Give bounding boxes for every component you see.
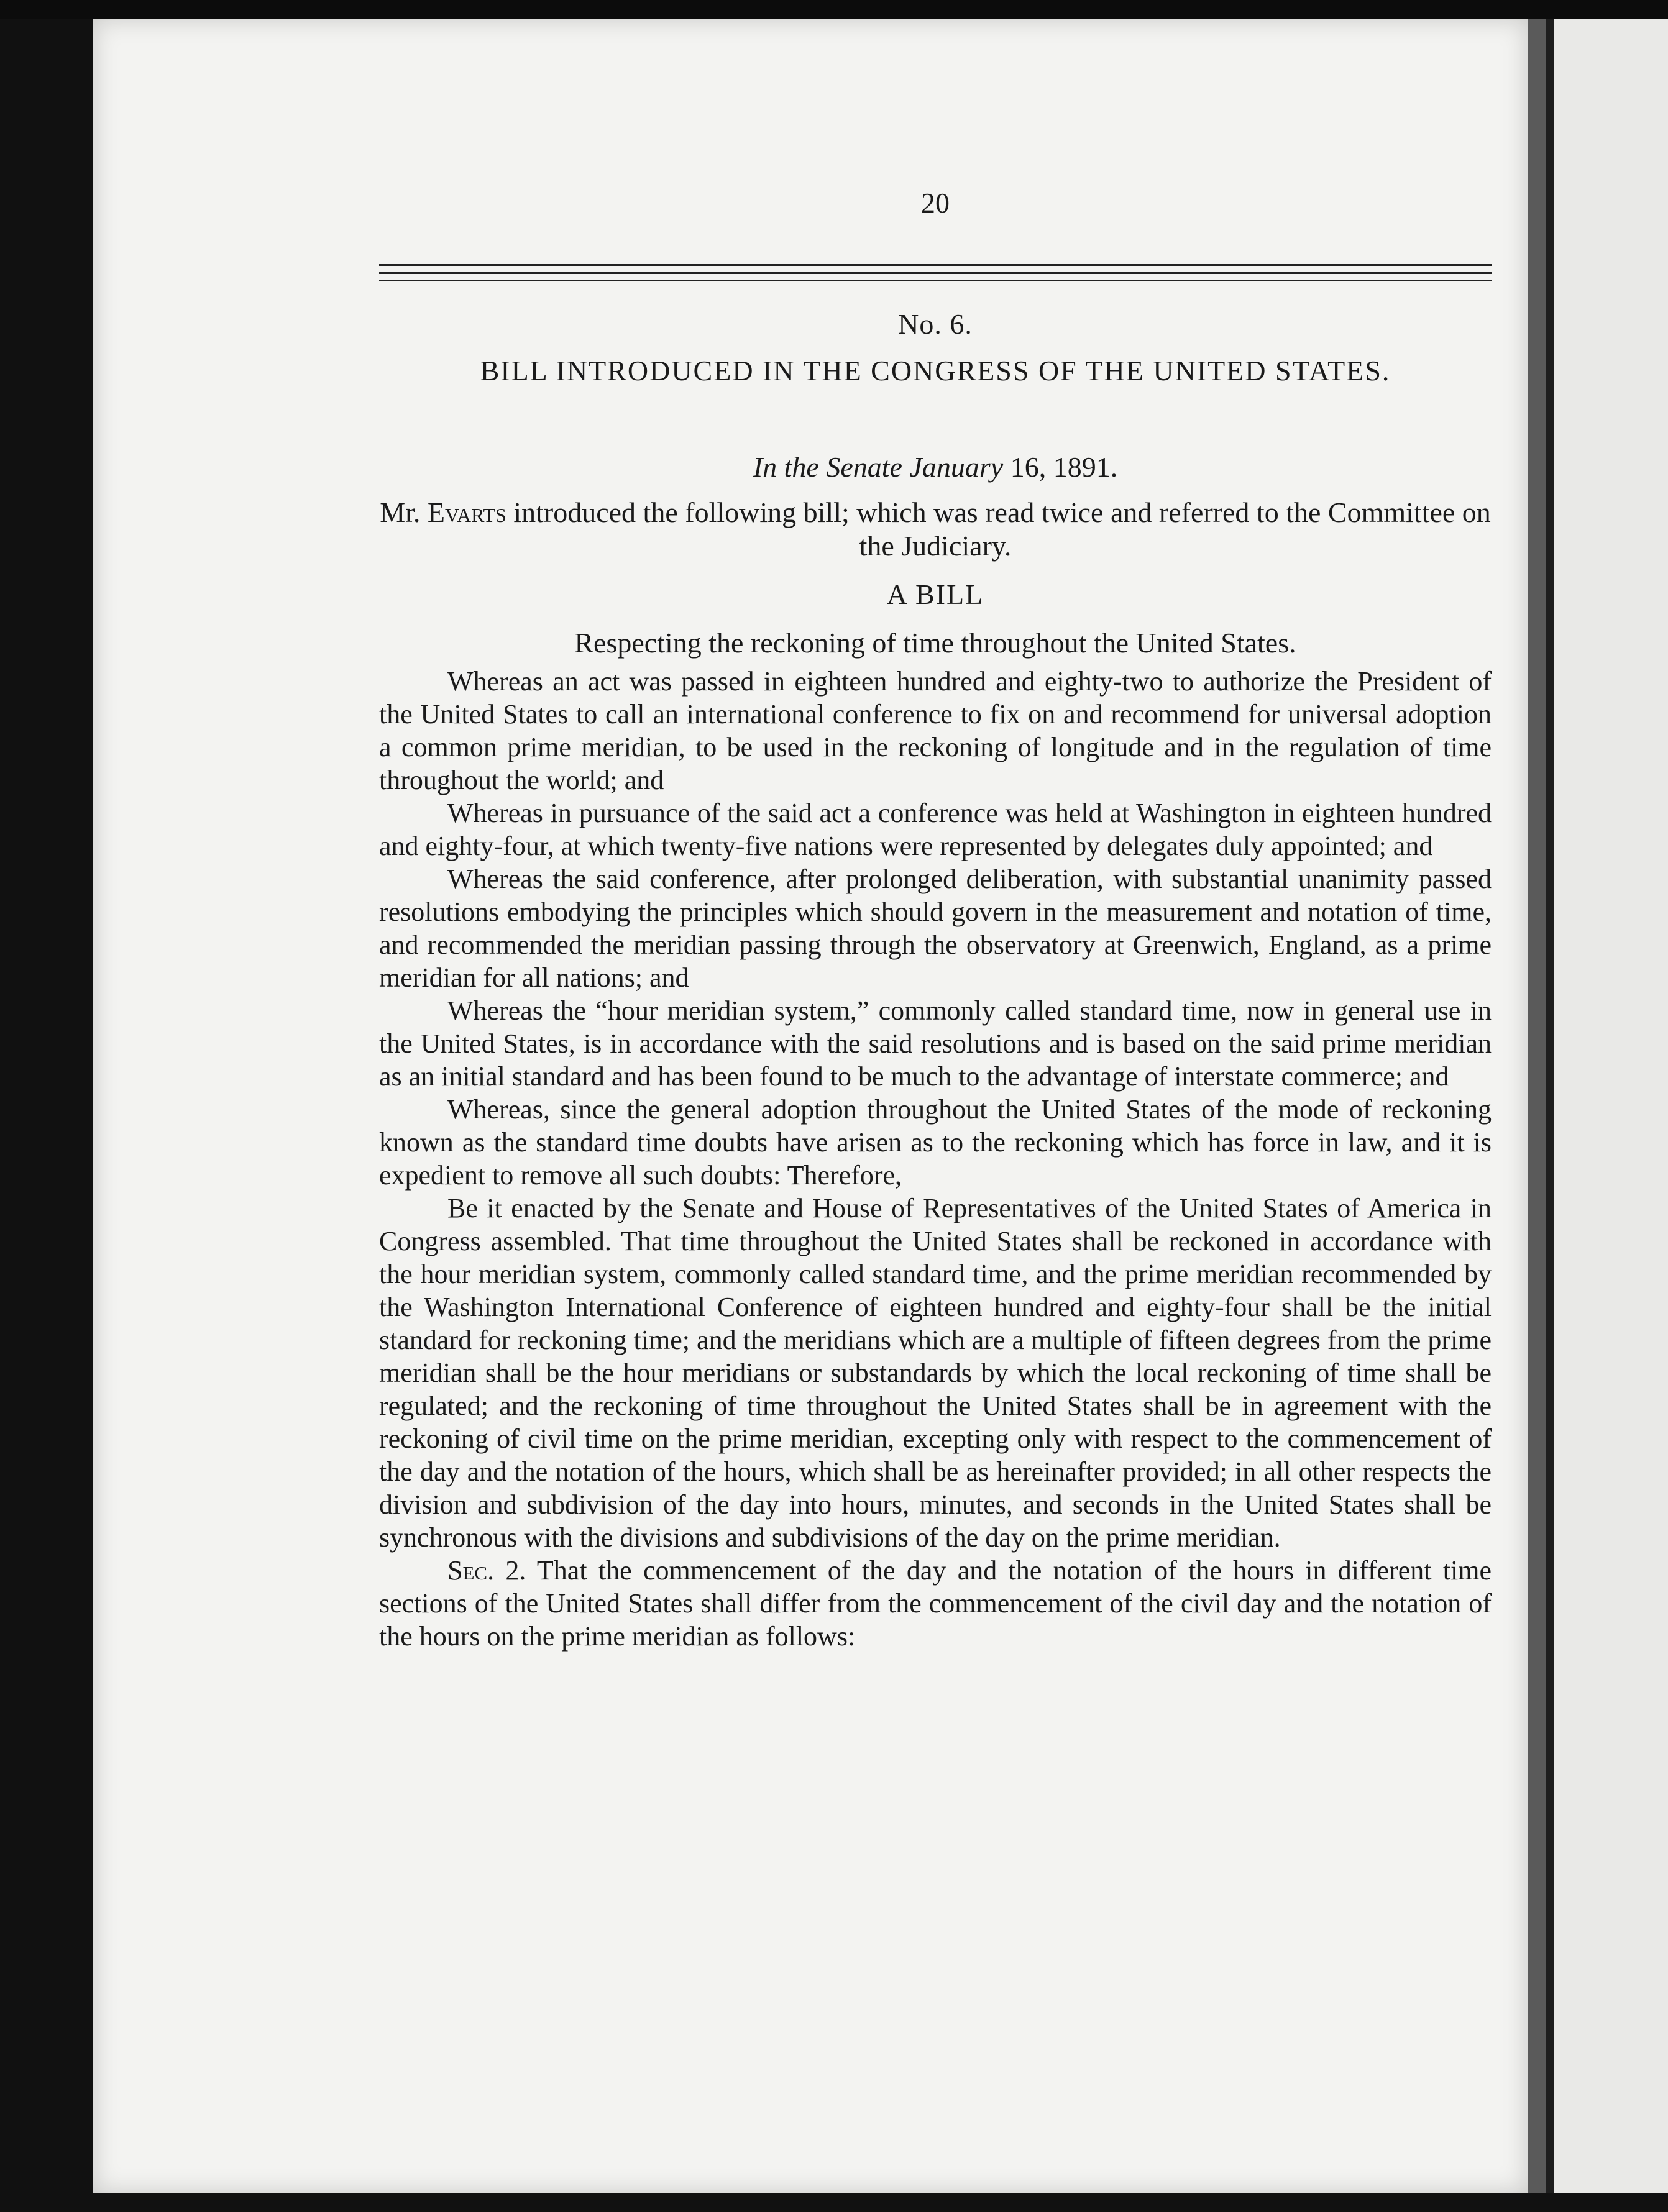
header-rule <box>379 272 1492 274</box>
section-2-paragraph <box>379 1554 1492 1653</box>
paragraph: Whereas in pursuance of the said act a conference was held at Washington in eighteen hundred and eighty-four, at which twenty-five nations were represented by delegates duly appointed; and <box>379 798 1492 861</box>
page-number: 20 <box>921 187 950 219</box>
page-edge-shadow <box>1528 19 1546 2193</box>
paragraph: Whereas, since the general adoption throughout the United States of the mode of reckoning known as the standard time doubts have arisen as to the reckoning which has force in law, and it is expedient to remove all such doubts: Therefore, <box>379 1094 1492 1191</box>
intro-text: introduced the following bill; which was read twice and referred to the Committee on the Judiciary. <box>506 496 1491 562</box>
section-label: Sec. 2. <box>447 1555 526 1586</box>
bill-subject: Respecting the reckoning of time throughout the United States. <box>574 627 1296 659</box>
adjacent-page <box>1554 19 1668 2193</box>
paragraph: Whereas an act was passed in eighteen hundred and eighty-two to authorize the President of the United States to call an international conference to fix on and recommend for universal adoption a common prime meridian, to be used in the reckoning of longitude and in the regulation of time throughout the world; and <box>379 666 1492 795</box>
bill-introduction <box>379 496 1492 563</box>
senate-date-line <box>379 450 1492 483</box>
header-rule <box>379 280 1492 281</box>
bill-body <box>379 665 1492 1653</box>
document-number: No. 6. <box>898 308 973 340</box>
paragraph: Whereas the “hour meridian system,” commonly called standard time, now in general use in the United States, is in accordance with the said resolutions and is based on the said prime meridian as an initial standard and has been found to be much to the advantage of interstate commerce; and <box>379 995 1492 1092</box>
document-title: BILL INTRODUCED IN THE CONGRESS OF THE UNITED STATES. <box>480 355 1391 386</box>
paragraph: Whereas the said conference, after prolonged deliberation, with substantial unanimity passed resolutions embodying the principles which should govern in the measurement and notation of time, and recommended the meridian passing through the observatory at Greenwich, England, as a prime meridian for all nations; and <box>379 864 1492 993</box>
paragraph: Be it enacted by the Senate and House of Representatives of the United States of America in Congress assembled. That time throughout the United States shall be reckoned in accordance with the hour meridian system, commonly called standard time, and the prime meridian recommended by the Washington International Conference of eighteen hundred and eighty-four shall be the initial standard for reckoning time; and the meridians which are a multiple of fifteen degrees from the prime meridian shall be the hour meridians or substandards by which the local reckoning of time shall be regulated; and the reckoning of time throughout the United States shall be in agreement with the reckoning of civil time on the prime meridian, excepting only with respect to the commencement of the day and the notation of the hours, which shall be as hereinafter provided; in all other respects the division and subdivision of the day into hours, minutes, and seconds in the United States shall be synchronous with the divisions and subdivisions of the day on the prime meridian. <box>379 1193 1492 1553</box>
intro-prefix: Mr. <box>380 496 428 528</box>
senate-date: 16, 1891. <box>1003 451 1118 483</box>
senator-name: Evarts <box>427 496 506 528</box>
section-text: That the commencement of the day and the notation of the hours in different time sections of the United States shall differ from the commencement of the civil day and the notation of the hours on the prime meridian as follows: <box>379 1555 1492 1652</box>
document-page <box>93 19 1528 2193</box>
senate-label: In the Senate January <box>753 451 1004 483</box>
gutter-line <box>1546 19 1554 2193</box>
scan-border <box>0 0 1668 19</box>
bill-heading: A BILL <box>886 578 984 610</box>
header-rule <box>379 264 1492 266</box>
